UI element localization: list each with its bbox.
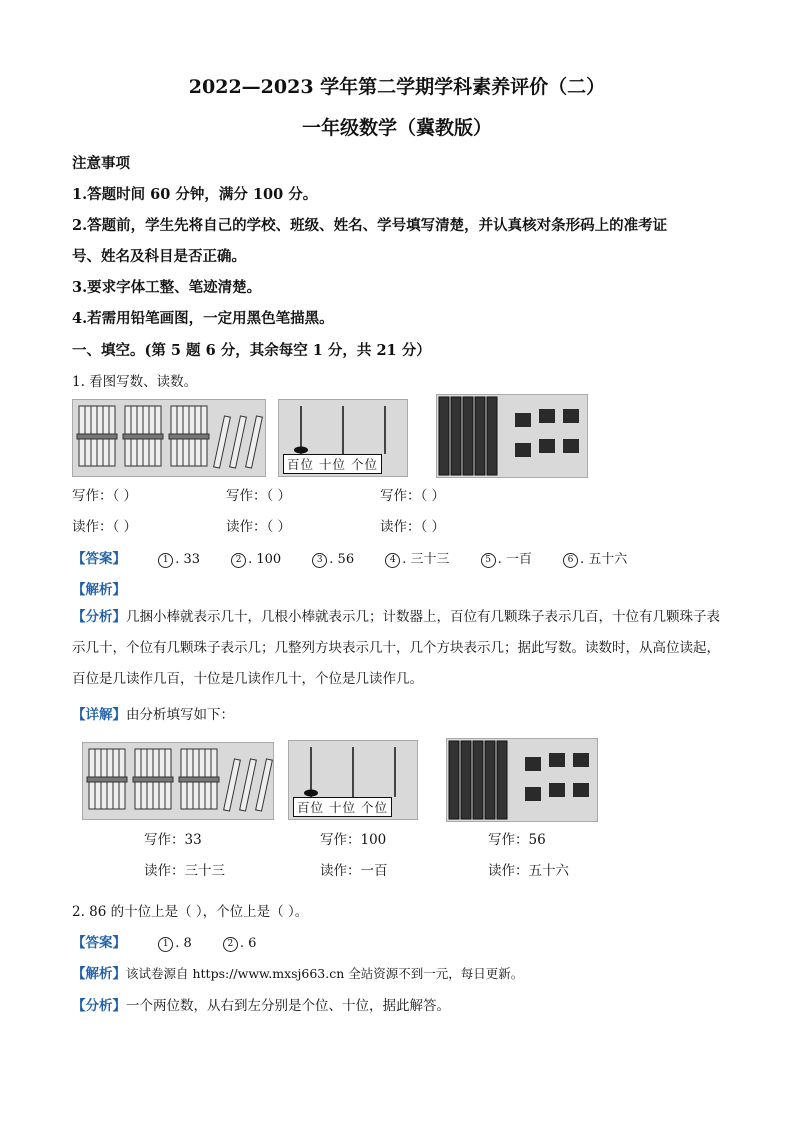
blocks-image (436, 394, 588, 478)
detail-read-2: 读作：一百 (320, 863, 388, 879)
detail-abacus-image (288, 740, 418, 820)
read-blank-1[interactable]: 读作：（ ） (72, 519, 138, 535)
source-note: 该试卷源自 https://www.mxsj663.cn 全站资源不到一元，每日更新。 (126, 966, 524, 981)
q1-answer-3: 3 . 56 (312, 552, 354, 568)
detail-read-3: 读作：五十六 (488, 863, 569, 879)
read-blank-2[interactable]: 读作：（ ） (226, 519, 292, 535)
detail-write-3: 写作：56 (488, 832, 546, 848)
q1-xiangjie: 【详解】由分析填写如下： (72, 707, 234, 723)
exam-title: 2022—2023 学年第二学期学科素养评价（二） (188, 76, 606, 98)
detail-read-1: 读作：三十三 (144, 863, 225, 879)
q1-answer-row (72, 547, 653, 568)
detail-abacus-label: 百位 十位 个位 (293, 797, 392, 817)
exam-subtitle: 一年级数学（冀教版） (301, 117, 492, 139)
notice-item-2-cont: 号、姓名及科目是否正确。 (72, 248, 246, 265)
q2-fenxi: 【分析】一个两位数，从右到左分别是个位、十位，据此解答。 (72, 998, 450, 1014)
q1-answer-6: 6 . 五十六 (563, 548, 627, 568)
q2-stem: 2. 86 的十位上是（ ），个位上是（ ）。 (72, 904, 309, 920)
q1-answer-tag: 【答案】 (72, 551, 126, 567)
notice-item-3: 3.要求字体工整、笔迹清楚。 (72, 279, 262, 296)
q1-answer-2: 2 . 100 (231, 552, 281, 568)
detail-blocks-image (446, 738, 598, 822)
q1-answer-1: 1 . 33 (158, 552, 200, 568)
detail-sticks-image (82, 742, 274, 820)
abacus-label: 百位 十位 个位 (283, 454, 382, 474)
detail-write-2: 写作：100 (320, 832, 387, 848)
q2-answer-1: 1 . 8 (158, 936, 192, 952)
notice-item-1: 1.答题时间 60 分钟，满分 100 分。 (72, 186, 318, 203)
detail-write-1: 写作：33 (144, 832, 202, 848)
q1-fenxi: 【分析】几捆小棒就表示几十，几根小棒就表示几；计数器上，百位有几颗珠子表示几百，十位有几颗珠子表示几十，个位有几颗珠子表示几；几整列方块表示几十，几个方块表示几；据此写数。读数时，从高位读起，百位是几读作几百，十位是几读作几十，个位是几读作几。 (72, 609, 720, 687)
q1-analysis-tag: 【解析】 (72, 582, 126, 598)
q1-answer-5: 5 . 一百 (481, 548, 532, 568)
q2-answer-2: 2 . 6 (223, 936, 257, 952)
notice-heading: 注意事项 (72, 155, 130, 172)
write-blank-1[interactable]: 写作：（ ） (72, 488, 138, 504)
write-blank-2[interactable]: 写作：（ ） (226, 488, 292, 504)
notice-item-4: 4.若需用铅笔画图，一定用黑色笔描黑。 (72, 310, 334, 327)
abacus-image (278, 399, 408, 477)
q2-answer-row (72, 931, 282, 952)
write-blank-3[interactable]: 写作：（ ） (380, 488, 446, 504)
section-heading: 一、填空。(第 5 题 6 分，其余每空 1 分，共 21 分） (72, 342, 431, 359)
q1-answer-4: 4 . 三十三 (385, 548, 449, 568)
q2-analysis: 【解析】该试卷源自 https://www.mxsj663.cn 全站资源不到一元，每日更新。 (72, 966, 524, 982)
q2-answer-tag: 【答案】 (72, 935, 126, 951)
q1-stem: 1. 看图写数、读数。 (72, 374, 198, 390)
sticks-image (72, 399, 266, 477)
notice-item-2: 2.答题前，学生先将自己的学校、班级、姓名、学号填写清楚，并认真核对条形码上的准考证 (72, 217, 668, 234)
read-blank-3[interactable]: 读作：（ ） (380, 519, 446, 535)
